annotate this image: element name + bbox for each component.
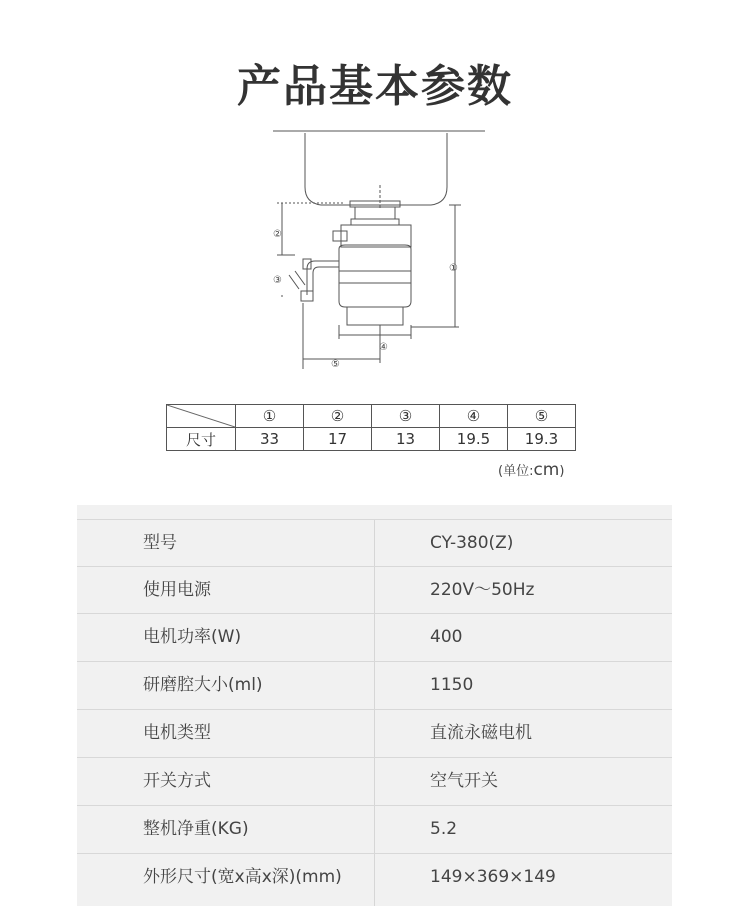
- product-dimension-diagram: [255, 125, 505, 375]
- sink-flange: [350, 201, 400, 207]
- dim-value: 19.3: [508, 428, 576, 451]
- dim-row-label: 尺寸: [167, 428, 236, 451]
- spec-row-motor-power: [77, 613, 672, 660]
- sink-bowl: [305, 133, 447, 205]
- spec-row-power-supply: [77, 566, 672, 613]
- marker-2: ②: [273, 229, 282, 240]
- spec-value: CY-380(Z): [430, 533, 514, 553]
- dim-header: ⑤: [508, 405, 576, 428]
- spec-value: 220V～50Hz: [430, 580, 535, 600]
- disposer-line-drawing: [255, 125, 505, 375]
- dim-header: ③: [372, 405, 440, 428]
- spec-label: 电机功率(W): [143, 627, 242, 647]
- disposer-upper-body: [341, 225, 411, 247]
- spec-row-chamber-size: [77, 661, 672, 708]
- spec-value: 1150: [430, 675, 474, 695]
- marker-4: ④: [379, 342, 388, 353]
- diagonal-line: [167, 405, 235, 427]
- unit-suffix: ): [559, 464, 565, 479]
- dimension-table: [166, 404, 576, 451]
- spec-row-motor-type: [77, 709, 672, 756]
- disposer-base: [347, 307, 403, 325]
- unit-note: [498, 460, 564, 480]
- mount-collar: [351, 219, 399, 225]
- dim-value: 17: [304, 428, 372, 451]
- discharge-pipe: [307, 261, 339, 295]
- spec-label: 外形尺寸(宽x高x深)(mm): [143, 867, 342, 887]
- spec-table: [77, 505, 672, 906]
- spec-label: 开关方式: [143, 771, 211, 791]
- spec-label: 研磨腔大小(ml): [143, 675, 263, 695]
- spec-row-switch-type: [77, 757, 672, 804]
- pipe-clamp: [289, 271, 305, 289]
- spec-label: 电机类型: [143, 723, 211, 743]
- dim-value: 13: [372, 428, 440, 451]
- dim-header: ④: [440, 405, 508, 428]
- marker-3: ③: [273, 275, 282, 286]
- unit-value: cm: [533, 460, 560, 480]
- dim-value: 19.5: [440, 428, 508, 451]
- unit-prefix: (单位:: [498, 464, 534, 479]
- dim-value: 33: [236, 428, 304, 451]
- dim-header: ②: [304, 405, 372, 428]
- spec-row-net-weight: [77, 805, 672, 852]
- spec-label: 型号: [143, 533, 177, 553]
- spec-value: 5.2: [430, 819, 458, 839]
- marker-1: ①: [449, 263, 458, 274]
- spec-value: 400: [430, 627, 463, 647]
- spec-label: 使用电源: [143, 580, 211, 600]
- dim-header: ①: [236, 405, 304, 428]
- mount-ring: [355, 207, 395, 219]
- dimension-header-row: [167, 405, 576, 428]
- page-title: 产品基本参数: [237, 61, 513, 112]
- dishwasher-inlet: [333, 231, 347, 241]
- corner-cell: [167, 405, 236, 428]
- dimension-value-row: [167, 428, 576, 451]
- spec-row-model: [77, 519, 672, 566]
- marker-5: ⑤: [331, 359, 340, 370]
- spec-value: 直流永磁电机: [430, 723, 532, 743]
- spec-label: 整机净重(KG): [143, 819, 249, 839]
- spec-value: 149×369×149: [430, 867, 556, 887]
- spec-value: 空气开关: [430, 771, 498, 791]
- spec-row-dimensions: [77, 853, 672, 900]
- disposer-motor-body: [339, 245, 411, 307]
